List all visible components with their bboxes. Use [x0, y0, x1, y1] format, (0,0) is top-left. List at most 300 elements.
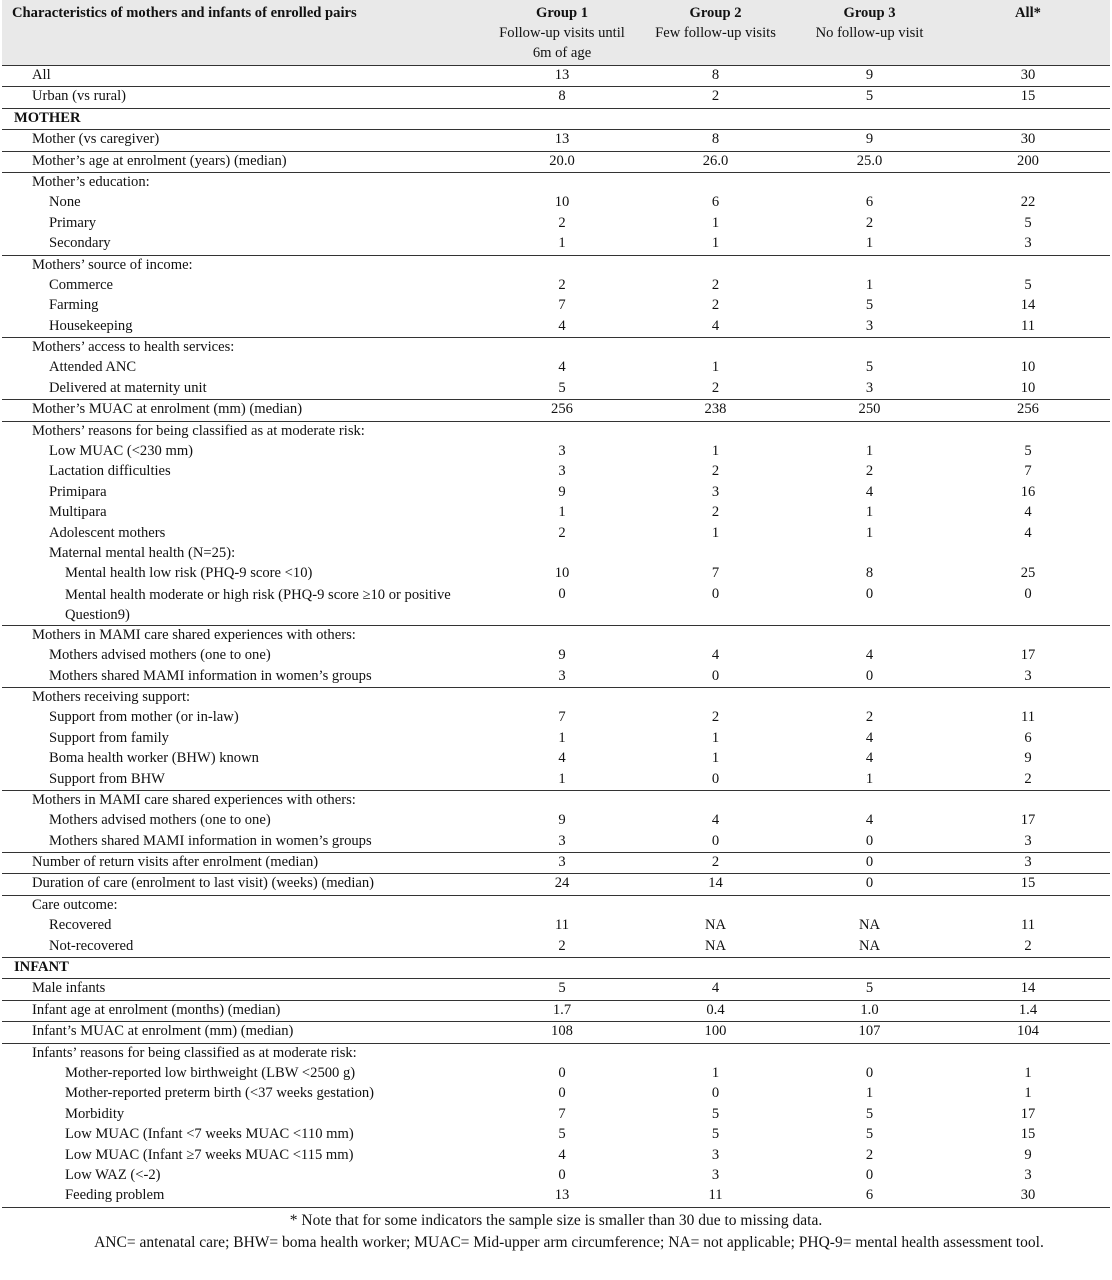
all-value [946, 108, 1110, 129]
group3-value [793, 172, 946, 193]
group2-value: 0 [711, 832, 720, 849]
group3-value: 1 [865, 504, 874, 521]
group3-value: 0 [793, 853, 946, 874]
group3-value: 2 [865, 214, 874, 231]
group2-value [638, 172, 793, 193]
group3-value [793, 687, 946, 708]
group3-value: 5 [865, 359, 874, 376]
group1-value: 1 [558, 729, 566, 746]
group3-value: 4 [865, 647, 874, 664]
group3-value: 1 [865, 276, 874, 293]
group2-value [638, 1043, 793, 1064]
group3-value: 0 [865, 832, 874, 849]
table-row [2, 193, 1110, 213]
group1-value [486, 625, 638, 646]
group3-subtitle: No follow-up visit [815, 25, 924, 41]
group2-value: 3 [711, 1146, 720, 1163]
table-row [2, 708, 1110, 728]
group2-value: 11 [638, 1186, 793, 1207]
group3-value: 8 [865, 565, 874, 582]
row-label: Boma health worker (BHW) known [49, 750, 259, 767]
group2-value: 0 [711, 585, 720, 602]
group1-value: 2 [558, 276, 566, 293]
group1-value [486, 790, 638, 811]
table-notes [0, 1210, 1112, 1254]
row-label: Mothers’ access to health services: [2, 338, 486, 359]
group1-value: 0 [558, 1166, 566, 1183]
group2-value [638, 338, 793, 359]
all-value: 10 [1020, 359, 1036, 376]
group3-value: 5 [865, 1105, 874, 1122]
all-value: 14 [1020, 297, 1036, 314]
group1-value [486, 172, 638, 193]
group2-value: NA [704, 917, 727, 934]
group1-value: 20.0 [486, 151, 638, 172]
row-label: Mothers in MAMI care shared experiences with others: [2, 790, 486, 811]
row-label: Adolescent mothers [49, 524, 166, 541]
table-row [2, 770, 1110, 791]
group1-value: 3 [558, 463, 566, 480]
group1-title: Group 1 [535, 5, 589, 21]
all-value: 4 [1024, 504, 1032, 521]
all-value [946, 338, 1110, 359]
group1-value: 3 [486, 853, 638, 874]
row-label: Mother (vs caregiver) [2, 130, 486, 151]
all-value: 1 [1024, 1064, 1032, 1081]
table-row [2, 625, 1110, 646]
group1-subtitle: Follow-up visits until 6m of age [499, 25, 625, 61]
group2-title: Group 2 [689, 5, 742, 21]
group2-value: 4 [638, 979, 793, 1000]
table-row [2, 544, 1110, 564]
row-label: Multipara [49, 504, 107, 521]
group1-value: 13 [486, 66, 638, 87]
all-title: All* [1015, 5, 1041, 21]
table-row [2, 66, 1110, 87]
group3-value [793, 958, 946, 979]
all-value: 22 [1020, 194, 1036, 211]
table-row [2, 564, 1110, 584]
row-label: Support from BHW [49, 770, 165, 787]
all-value: 25 [1020, 565, 1036, 582]
section-row [2, 108, 1110, 129]
group2-value: 2 [711, 709, 720, 726]
all-value: 3 [1024, 1166, 1032, 1183]
group3-value [793, 338, 946, 359]
row-label: Lactation difficulties [49, 463, 171, 480]
group2-value: 0.4 [638, 1000, 793, 1021]
table-row [2, 255, 1110, 276]
table-row [2, 832, 1110, 853]
group3-value: NA [858, 917, 881, 934]
group1-value: 108 [486, 1022, 638, 1043]
group2-value: 2 [711, 504, 720, 521]
group3-value [793, 895, 946, 916]
all-value [946, 895, 1110, 916]
group1-value: 3 [558, 667, 566, 684]
group2-value [638, 108, 793, 129]
all-value: 11 [1020, 709, 1036, 726]
group2-value [638, 958, 793, 979]
all-value: 30 [946, 130, 1110, 151]
table-header [2, 0, 1110, 66]
group3-value [793, 1043, 946, 1064]
group1-value: 4 [558, 1146, 566, 1163]
group1-value: 1 [558, 770, 566, 787]
group3-value: 0 [865, 1064, 874, 1081]
group2-value: 2 [638, 87, 793, 108]
group3-value: 6 [793, 1186, 946, 1207]
group2-subtitle: Few follow-up visits [655, 25, 776, 41]
row-label: Mothers shared MAMI information in women’s groups [49, 667, 372, 684]
all-value: 17 [1020, 1105, 1036, 1122]
group1-value: 5 [558, 379, 566, 396]
row-label: Low MUAC (<230 mm) [49, 443, 194, 460]
all-value: 30 [946, 1186, 1110, 1207]
group2-value: 2 [638, 853, 793, 874]
table-row [2, 172, 1110, 193]
row-label: Number of return visits after enrolment (median) [2, 853, 486, 874]
row-label: Low WAZ (<-2) [65, 1166, 161, 1183]
table-row [2, 667, 1110, 688]
table-row [2, 87, 1110, 108]
group2-value [638, 255, 793, 276]
table-row [2, 462, 1110, 482]
row-label: Mental health moderate or high risk (PHQ-9 score ≥10 or positive Question9) [65, 586, 451, 623]
all-value: 3 [1024, 235, 1032, 252]
group2-value: 4 [711, 812, 720, 829]
group3-value [793, 255, 946, 276]
all-value: 9 [1024, 1146, 1032, 1163]
table-row [2, 234, 1110, 255]
row-label: Urban (vs rural) [2, 87, 486, 108]
row-label: Feeding problem [2, 1186, 486, 1207]
group2-value [638, 421, 793, 442]
table-row [2, 749, 1110, 769]
group1-value: 13 [486, 1186, 638, 1207]
group1-value: 10 [554, 565, 570, 582]
group3-value: 107 [793, 1022, 946, 1043]
row-label: Care outcome: [2, 895, 486, 916]
row-label: Mothers advised mothers (one to one) [49, 647, 271, 664]
group3-value: 0 [865, 667, 874, 684]
table-row [2, 1064, 1110, 1084]
group1-value: 5 [558, 1126, 566, 1143]
row-label: Mothers receiving support: [2, 687, 486, 708]
group2-value: 1 [711, 235, 720, 252]
table-row [2, 130, 1110, 151]
all-value [946, 687, 1110, 708]
row-label: Low MUAC (Infant ≥7 weeks MUAC <115 mm) [65, 1146, 354, 1163]
row-label: Delivered at maternity unit [49, 379, 207, 396]
row-label: Secondary [49, 235, 111, 252]
all-value: 9 [1024, 750, 1032, 767]
group2-value: 14 [638, 874, 793, 895]
all-value: 17 [1020, 647, 1036, 664]
all-value: 30 [946, 66, 1110, 87]
table-row [2, 379, 1110, 400]
group3-value: 2 [865, 709, 874, 726]
group1-value: 1.7 [486, 1000, 638, 1021]
group3-value: 0 [865, 585, 874, 602]
group1-value: 3 [558, 832, 566, 849]
table-row [2, 1105, 1110, 1125]
all-value: 3 [1024, 832, 1032, 849]
group3-value: 3 [865, 317, 874, 334]
row-label: Infant’s MUAC at enrolment (mm) (median) [2, 1022, 486, 1043]
row-label: Primipara [49, 483, 107, 500]
group1-value: 10 [554, 194, 570, 211]
group2-value: 1 [711, 359, 720, 376]
group2-value: 2 [711, 276, 720, 293]
group3-value: 5 [865, 1126, 874, 1143]
table-row [2, 1146, 1110, 1166]
row-label: Duration of care (enrolment to last visit) (weeks) (median) [2, 874, 486, 895]
table-row [2, 214, 1110, 234]
row-label: Infants’ reasons for being classified as at moderate risk: [2, 1043, 486, 1064]
row-label: Mother’s education: [2, 172, 486, 193]
group1-value: 7 [558, 709, 566, 726]
all-value: 104 [946, 1022, 1110, 1043]
section-row [2, 958, 1110, 979]
group1-value [486, 338, 638, 359]
group2-value: 238 [638, 400, 793, 421]
row-label: Mothers’ reasons for being classified as at moderate risk: [2, 421, 486, 442]
all-value [946, 421, 1110, 442]
section-label: MOTHER [2, 108, 486, 129]
all-value: 16 [1020, 483, 1036, 500]
group3-value: 1.0 [793, 1000, 946, 1021]
all-value: 10 [1020, 379, 1036, 396]
group1-value [486, 421, 638, 442]
all-value: 4 [1024, 524, 1032, 541]
all-value: 15 [946, 874, 1110, 895]
all-value: 1 [1024, 1085, 1032, 1102]
table-row [2, 937, 1110, 958]
table-row [2, 1000, 1110, 1021]
group3-value [793, 790, 946, 811]
group1-value: 2 [558, 937, 566, 954]
group3-value: 250 [793, 400, 946, 421]
group1-value [486, 958, 638, 979]
group1-value: 9 [558, 483, 566, 500]
row-label: Maternal mental health (N=25): [49, 544, 236, 561]
group2-value: 4 [711, 647, 720, 664]
all-value: 6 [1024, 729, 1032, 746]
group2-value: 1 [711, 214, 720, 231]
all-column-header [946, 0, 1110, 66]
group1-value: 2 [558, 524, 566, 541]
group3-value [793, 625, 946, 646]
all-value: 15 [1020, 1126, 1036, 1143]
group1-value [486, 544, 638, 564]
group3-value [793, 108, 946, 129]
group1-value [486, 108, 638, 129]
table-row [2, 687, 1110, 708]
table-row [2, 646, 1110, 666]
all-value: 15 [946, 87, 1110, 108]
group2-value [638, 895, 793, 916]
group2-value: 0 [711, 1085, 720, 1102]
row-label: None [49, 194, 81, 211]
group1-column-header [486, 0, 638, 66]
all-value [946, 544, 1110, 564]
group3-value: 1 [865, 524, 874, 541]
row-label: Not-recovered [49, 937, 134, 954]
footnote-abbreviations: ANC= antenatal care; BHW= boma health worker; MUAC= Mid-upper arm circumference; NA= not applicable; PHQ-9= mental health assessment tool. [94, 1233, 1044, 1251]
row-label: Mother’s age at enrolment (years) (median) [2, 151, 486, 172]
group1-value: 7 [558, 1105, 566, 1122]
group3-value: 9 [793, 66, 946, 87]
group3-value: 5 [793, 87, 946, 108]
group2-value: 5 [711, 1126, 720, 1143]
group2-value: 8 [638, 66, 793, 87]
table-row [2, 400, 1110, 421]
group1-value: 0 [558, 1085, 566, 1102]
group1-value [486, 255, 638, 276]
all-value [946, 255, 1110, 276]
row-label: Infant age at enrolment (months) (median) [2, 1000, 486, 1021]
table-row [2, 1022, 1110, 1043]
group3-value: 4 [865, 483, 874, 500]
section-label: INFANT [2, 958, 486, 979]
group2-value: 2 [711, 463, 720, 480]
row-label: Mental health low risk (PHQ-9 score <10) [65, 565, 313, 582]
group2-value [638, 687, 793, 708]
group1-value: 8 [486, 87, 638, 108]
all-value: 3 [946, 853, 1110, 874]
all-value [946, 1043, 1110, 1064]
all-value: 5 [1024, 443, 1032, 460]
row-label: Low MUAC (Infant <7 weeks MUAC <110 mm) [65, 1126, 354, 1143]
all-value: 11 [1020, 917, 1036, 934]
group1-value: 9 [558, 647, 566, 664]
table-row [2, 1186, 1110, 1207]
group2-value: 26.0 [638, 151, 793, 172]
table-row [2, 358, 1110, 378]
all-value: 200 [946, 151, 1110, 172]
group2-value: 7 [711, 565, 720, 582]
group2-value: 2 [711, 379, 720, 396]
group2-value: NA [704, 937, 727, 954]
group2-value: 0 [711, 770, 720, 787]
group2-value: 2 [711, 297, 720, 314]
row-label: Commerce [49, 276, 114, 293]
group3-value: 0 [865, 1166, 874, 1183]
group3-value: 1 [865, 443, 874, 460]
row-label: Mother-reported low birthweight (LBW <2500 g) [65, 1064, 356, 1081]
table-row [2, 790, 1110, 811]
all-value [946, 790, 1110, 811]
group2-value: 6 [711, 194, 720, 211]
group1-value: 4 [558, 317, 566, 334]
all-value: 5 [1024, 214, 1032, 231]
table-row [2, 979, 1110, 1000]
row-label: Support from mother (or in-law) [49, 709, 239, 726]
table-row [2, 811, 1110, 831]
group2-value: 3 [711, 483, 720, 500]
table-row [2, 442, 1110, 462]
all-value: 1.4 [946, 1000, 1110, 1021]
group3-value: 0 [793, 874, 946, 895]
group2-value: 3 [711, 1166, 720, 1183]
all-value: 3 [1024, 667, 1032, 684]
group3-value: 4 [865, 750, 874, 767]
group3-value: 4 [865, 812, 874, 829]
all-value: 5 [1024, 276, 1032, 293]
all-value: 14 [946, 979, 1110, 1000]
group1-value: 0 [558, 585, 566, 602]
table-row [2, 317, 1110, 338]
group2-value: 4 [711, 317, 720, 334]
table-row [2, 895, 1110, 916]
group2-value: 1 [711, 443, 720, 460]
characteristics-column-header: Characteristics of mothers and infants of enrolled pairs [2, 0, 486, 66]
characteristics-table [2, 0, 1110, 1208]
group2-value [638, 790, 793, 811]
table-row [2, 853, 1110, 874]
row-label: Mothers advised mothers (one to one) [49, 812, 271, 829]
group3-value: 6 [865, 194, 874, 211]
group2-value: 5 [711, 1105, 720, 1122]
all-value: 11 [1020, 317, 1036, 334]
row-label: Mother’s MUAC at enrolment (mm) (median) [2, 400, 486, 421]
group1-value: 3 [558, 443, 566, 460]
group1-value [486, 687, 638, 708]
table-row [2, 338, 1110, 359]
group2-value: 0 [711, 667, 720, 684]
group3-value: 3 [865, 379, 874, 396]
table-row [2, 421, 1110, 442]
group2-value [638, 544, 793, 564]
group3-value: 9 [793, 130, 946, 151]
table-row [2, 585, 1110, 626]
row-label: Primary [49, 214, 97, 231]
row-label: Mothers shared MAMI information in women’s groups [49, 832, 372, 849]
all-value: 17 [1020, 812, 1036, 829]
group1-value: 1 [558, 235, 566, 252]
group2-value: 100 [638, 1022, 793, 1043]
table-body [2, 66, 1110, 1208]
table-row [2, 1166, 1110, 1186]
group1-value: 2 [558, 214, 566, 231]
all-value: 256 [946, 400, 1110, 421]
row-label: Mothers in MAMI care shared experiences with others: [2, 625, 486, 646]
table-row [2, 483, 1110, 503]
row-label: Mother-reported preterm birth (<37 weeks gestation) [65, 1085, 375, 1102]
row-label: Mothers’ source of income: [2, 255, 486, 276]
row-label: Farming [49, 297, 99, 314]
table-row [2, 524, 1110, 544]
row-label: Attended ANC [49, 359, 137, 376]
table-row [2, 276, 1110, 296]
group3-value [793, 421, 946, 442]
table-row [2, 1084, 1110, 1104]
group2-value [638, 625, 793, 646]
table-row [2, 916, 1110, 936]
group1-value: 0 [558, 1064, 566, 1081]
group1-value: 11 [554, 917, 570, 934]
row-label: Morbidity [65, 1105, 125, 1122]
group1-value: 5 [486, 979, 638, 1000]
group1-value: 4 [558, 750, 566, 767]
group2-value: 1 [711, 524, 720, 541]
group3-value: 2 [865, 463, 874, 480]
group1-value: 256 [486, 400, 638, 421]
group2-value: 1 [711, 729, 720, 746]
group3-title: Group 3 [843, 5, 896, 21]
group3-value: 2 [865, 1146, 874, 1163]
